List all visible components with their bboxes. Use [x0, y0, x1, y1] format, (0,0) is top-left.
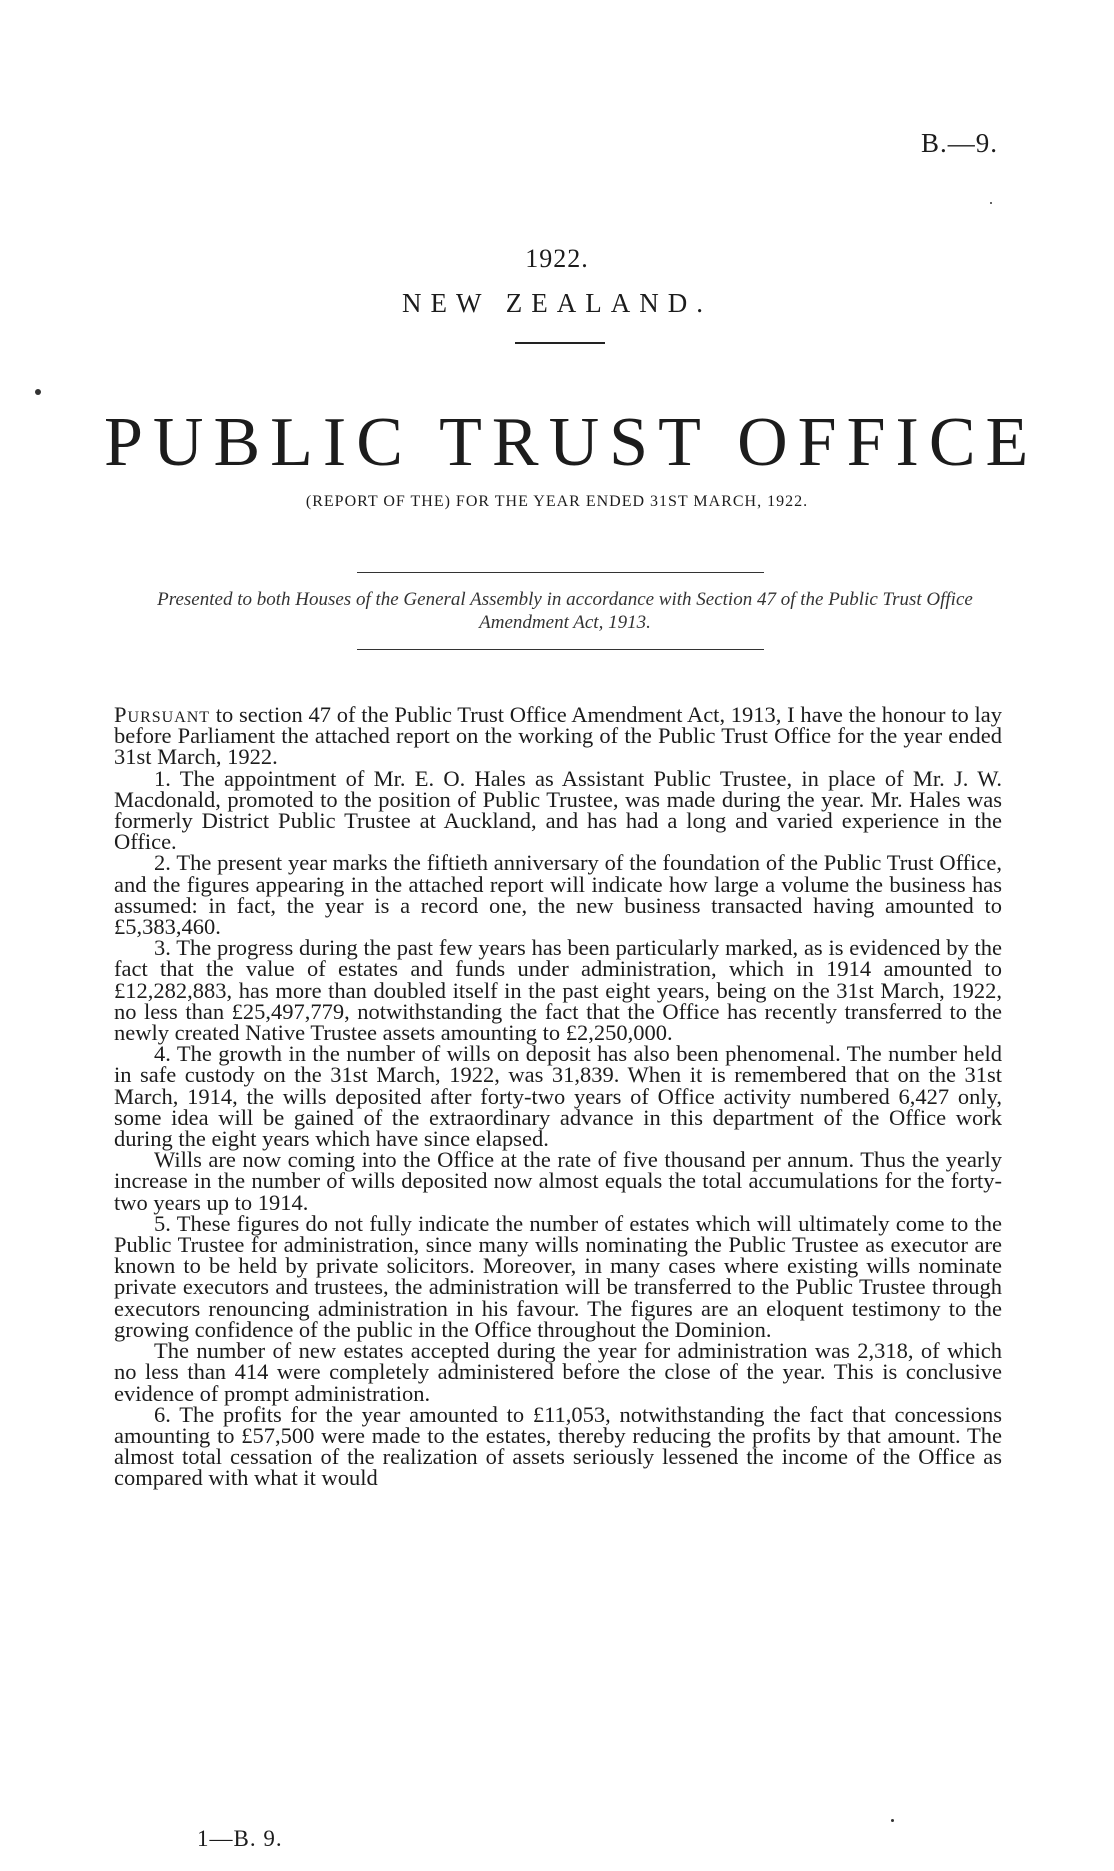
body-paragraph: 6. The profits for the year amounted to £11,053, notwithstanding the fact that concessions amounting to £57,500 were made to the estates, thereby reducing the profits by that amount. The almost total cessation of the realization of assets seriously lessened the income of the Office as compared with what it would	[114, 1401, 1002, 1491]
body-paragraph: 5. These figures do not fully indicate the number of estates which will ultimately come to the Public Trustee for administration, since many wills nominating the Public Trustee as executor are known to be held by private solicitors. Moreover, in many cases where existing wills nominate private executors and trustees, the administration will be transferred to the Public Trustee through executors renouncing administration in his favour. The figures are an eloquent testimony to the growing confidence of the public in the Office throughout the Dominion.	[114, 1210, 1002, 1342]
body-paragraph: 3. The progress during the past few years has been particularly marked, as is evidenced by the fact that the value of estates and funds under administration, which in 1914 amounted to £12,282,883, has more than doubled itself in the past eight years, being on the 31st March, 1922, no less than £25,497,779, notwithstanding the fact that the Office has recently transferred to the newly created Native Trustee assets amounting to £2,250,000.	[114, 935, 1002, 1046]
body-paragraph: 1. The appointment of Mr. E. O. Hales as Assistant Public Trustee, in place of Mr. J. W. Macdonald, promoted to the position of Public Trustee, was made during the year. Mr. Hales was formerly District Public Trustee at Auckland, and has had a long and varied experience in the Office.	[114, 765, 1002, 855]
body-paragraph	[114, 704, 1002, 768]
presentation-note: Presented to both Houses of the General Assembly in accordance with Section 47 of the Public Trust Office Amendment Act, 1913.	[157, 589, 973, 633]
paper-reference: B.—9.	[920, 128, 998, 158]
scan-speck	[990, 202, 992, 204]
divider-top	[357, 572, 764, 573]
short-divider	[515, 342, 605, 344]
scan-speck	[891, 1819, 894, 1822]
opening-text: to section 47 of the Public Trust Office Amendment Act, 1913, I have the honour to lay before Parliament the attached report on the working of the Public Trust Office for the year ended 31st March, 1922.	[114, 702, 1002, 770]
body-paragraph: Wills are now coming into the Office at the rate of five thousand per annum. Thus the yearly increase in the number of wills deposited now almost equals the total accumulations for the forty-two years up to 1914.	[114, 1147, 1002, 1215]
body-paragraph: The number of new estates accepted during the year for administration was 2,318, of which no less than 414 were completely administered before the close of the year. This is conclusive evidence of prompt administration.	[114, 1338, 1002, 1406]
opening-word: Pursuant	[114, 702, 211, 727]
document-year: 1922.	[525, 244, 589, 273]
report-body	[114, 704, 1002, 1489]
country-heading: NEW ZEALAND.	[402, 288, 712, 318]
page-subtitle: (REPORT OF THE) FOR THE YEAR ENDED 31ST MARCH, 1922.	[305, 493, 809, 510]
scan-speck	[35, 389, 41, 395]
body-paragraph: 4. The growth in the number of wills on deposit has also been phenomenal. The number held in safe custody on the 31st March, 1922, was 31,839. When it is remembered that on the 31st March, 1914, the wills deposited after forty-two years of Office activity numbered 6,427 only, some idea will be gained of the extraordinary advance in this department of the Office work during the eight years which have since elapsed.	[114, 1041, 1002, 1152]
page-title: PUBLIC TRUST OFFICE	[104, 404, 1039, 481]
divider-bottom	[357, 649, 764, 650]
body-paragraph: 2. The present year marks the fiftieth anniversary of the foundation of the Public Trust Office, and the figures appearing in the attached report will indicate how large a volume the business has assumed: in fact, the year is a record one, the new business transacted having amounted to £5,383,460.	[114, 850, 1002, 940]
page-signature: 1—B. 9.	[197, 1826, 283, 1851]
